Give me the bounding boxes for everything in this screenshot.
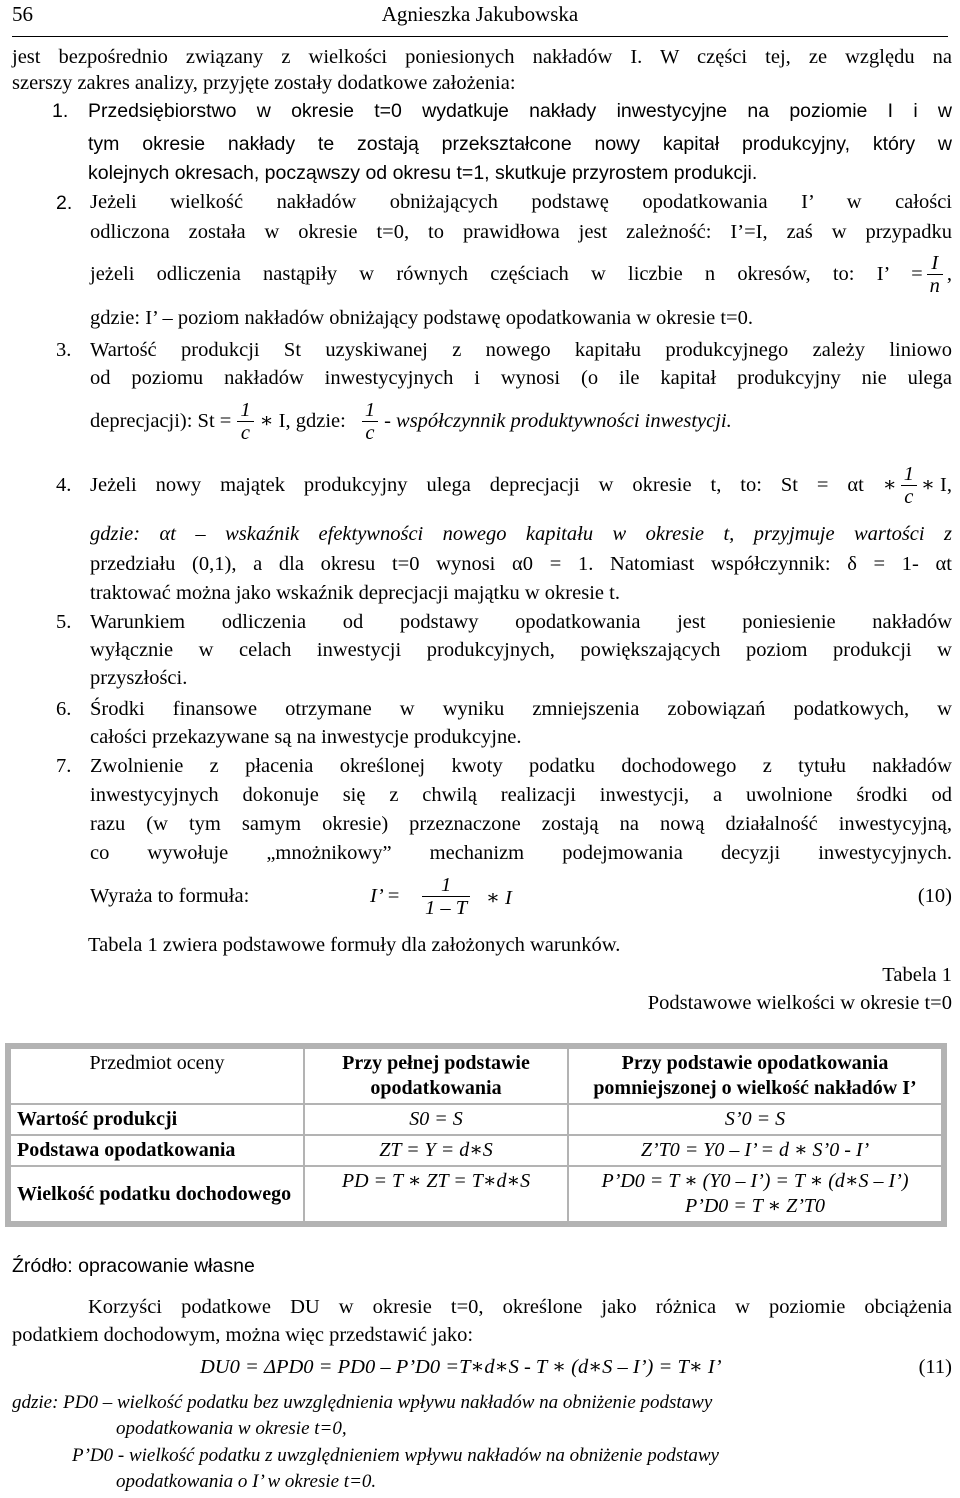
table-row <box>8 1104 944 1135</box>
item-6-line-1: Środki finansowe otrzymane w wyniku zmniejszenia zobowiązań podatkowych, w <box>90 698 952 720</box>
page-header <box>12 0 948 37</box>
table-caption-title: Podstawowe wielkości w okresie t=0 <box>647 992 952 1014</box>
table-source: Źródło: opracowanie własne <box>12 1255 255 1277</box>
table-caption-label: Tabela 1 <box>882 964 952 986</box>
item-5-line-1: Warunkiem odliczenia od podstawy opodatkowania jest poniesienie nakładów <box>90 611 952 633</box>
table-1 <box>5 1043 947 1227</box>
page-number: 56 <box>12 2 33 26</box>
item-2-fraction-denominator: n <box>927 274 943 297</box>
item-4-fraction-denominator: c <box>901 485 917 508</box>
closing-line-2: podatkiem dochodowym, można więc przedstawić jako: <box>12 1324 474 1346</box>
item-7-line-4: co wywołuje „mnożnikowy” mechanizm podejmowania decyzji inwestycyjnych. <box>90 842 952 864</box>
item-4-number: 4. <box>56 474 72 496</box>
item-3-line-3 <box>90 394 952 448</box>
item-4-line-1-end: ∗ I, <box>920 474 952 496</box>
intro-line-2: szerszy zakres analizy, przyjęte zostały dodatkowe założenia: <box>12 72 516 94</box>
item-1-text-2: tym okresie nakłady te zostają przekształcone nowy kapitał produkcyjny, który w <box>88 133 952 155</box>
item-5-line-3: przyszłości. <box>90 667 188 689</box>
formula-10-numerator: 1 <box>440 874 452 896</box>
table-cell: S0 = S <box>304 1104 568 1135</box>
table-cell: Z’T0 = Y0 – I’ = d ∗ S’0 - I’ <box>568 1135 944 1166</box>
formula-10-lhs: I’ = <box>370 885 401 907</box>
table-cell: S’0 = S <box>568 1104 944 1135</box>
where-2b: opodatkowania o I’ w okresie t=0. <box>116 1471 377 1492</box>
item-3-fraction-2-numerator: 1 <box>364 398 376 421</box>
item-3-fraction <box>237 399 253 444</box>
running-head-author: Agnieszka Jakubowska <box>381 2 579 26</box>
item-3-fraction-denominator: c <box>237 421 253 444</box>
item-2-number: 2. <box>56 192 73 214</box>
item-7-line-1: Zwolnienie z płacenia określonej kwoty podatku dochodowego z tytułu nakładów <box>90 755 952 777</box>
formula-11-number: (11) <box>918 1356 952 1378</box>
formula-10-fraction <box>422 874 470 919</box>
item-1-number: 1. <box>52 100 69 122</box>
item-7-number: 7. <box>56 755 72 777</box>
item-2-line-3 <box>90 248 952 300</box>
table-cell: PD = T ∗ ZT = T∗d∗S <box>304 1166 568 1224</box>
item-4-line-2: gdzie: αt – wskaźnik efektywności nowego kapitału w okresie t, przyjmuje wartości z <box>90 523 952 545</box>
item-3-line-3a: deprecjacji): St = <box>90 410 232 432</box>
item-5-number: 5. <box>56 611 72 633</box>
item-7-line-3: razu (w tym samym okresie) przeznaczone zostają na nową działalność inwestycyjną, <box>90 813 952 835</box>
formula-10-number: (10) <box>917 885 952 907</box>
item-4-fraction <box>901 463 917 508</box>
item-2-fraction <box>927 252 943 297</box>
intro-line-1: jest bezpośrednio związany z wielkości poniesionych nakładów I. W części tej, ze względu na <box>12 46 952 68</box>
formula-11: DU0 = ΔPD0 = PD0 – P’D0 =T∗d∗S - T ∗ (d∗S – I’) = T∗ I’ <box>200 1356 722 1378</box>
item-3-fraction-2-denominator: c <box>362 421 378 444</box>
item-6-line-2: całości przekazywane są na inwestycje produkcyjne. <box>90 726 522 748</box>
table-header-cell: Przedmiot oceny <box>8 1046 304 1104</box>
table-cell: ZT = Y = d∗S <box>304 1135 568 1166</box>
where-2a: P’D0 - wielkość podatku z uwzględnieniem wpływu nakładów na obniżenie podstawy <box>72 1445 719 1466</box>
formula-10-rhs: ∗ I <box>486 887 512 909</box>
table-cell-line: P’D0 = T ∗ (Y0 – I’) = T ∗ (d∗S – I’) <box>601 1170 909 1192</box>
table-cell-line: P’D0 = T ∗ Z’T0 <box>684 1195 826 1217</box>
closing-line-1: Korzyści podatkowe DU w okresie t=0, określone jako różnica w poziomie obciążenia <box>88 1296 952 1318</box>
item-3-line-3b: ∗ I, gdzie: <box>259 410 346 432</box>
item-2-line-3-end: , <box>946 263 952 285</box>
table-intro: Tabela 1 zwiera podstawowe formuły dla założonych warunków. <box>88 934 621 956</box>
item-2-line-3-text: jeżeli odliczenia nastąpiły w równych częściach w liczbie n okresów, to: I’ = <box>90 263 923 285</box>
table-row <box>8 1166 944 1224</box>
table-cell: Wartość produkcji <box>8 1104 304 1135</box>
item-5-line-2: wyłącznie w celach inwestycji produkcyjnych, powiększających poziom produkcji w <box>90 639 952 661</box>
item-4-fraction-numerator: 1 <box>903 462 914 485</box>
table-header-row <box>8 1046 944 1104</box>
item-3-line-2: od poziomu nakładów inwestycyjnych i wynosi (o ile kapitał produkcyjny nie ulega <box>90 367 952 389</box>
item-3-line-1: Wartość produkcji St uzyskiwanej z nowego kapitału produkcyjnego zależy liniowo <box>90 339 952 361</box>
item-4-line-4: traktować można jako wskaźnik deprecjacji majątku w okresie t. <box>90 582 620 604</box>
where-1a: gdzie: PD0 – wielkość podatku bez uwzględnienia wpływu nakładów na obniżenie podstawy <box>12 1392 713 1413</box>
item-3-number: 3. <box>56 339 72 361</box>
item-4-line-1-text: Jeżeli nowy majątek produkcyjny ulega deprecjacji w okresie t, to: St = αt ∗ <box>90 474 897 496</box>
formula-10-denominator: 1 – T <box>422 896 470 919</box>
item-3-fraction-2 <box>362 399 378 444</box>
item-2-fraction-numerator: I <box>931 251 939 274</box>
item-1-text-1: Przedsiębiorstwo w okresie t=0 wydatkuje nakłady inwestycyjne na poziomie I i w <box>88 100 952 122</box>
table-cell: Wielkość podatku dochodowego <box>8 1166 304 1224</box>
item-7-line-2: inwestycyjnych dokonuje się z chwilą realizacji inwestycji, a uwolnione środki od <box>90 784 952 806</box>
item-2-line-1: Jeżeli wielkość nakładów obniżających podstawę opodatkowania I’ w całości <box>90 191 952 213</box>
item-2-line-4: gdzie: I’ – poziom nakładów obniżający podstawę opodatkowania w okresie t=0. <box>90 307 753 329</box>
item-3-line-3c: - współczynnik produktywności inwestycji. <box>384 410 732 432</box>
table-header-cell: Przy podstawie opodatkowania pomniejszonej o wielkość nakładów I’ <box>568 1046 944 1104</box>
formula-10 <box>90 870 952 928</box>
item-3-fraction-numerator: 1 <box>240 398 251 421</box>
table-cell: Podstawa opodatkowania <box>8 1135 304 1166</box>
item-4-line-1 <box>90 458 952 512</box>
item-2-line-2: odliczona została w okresie t=0, to prawidłowa jest zależność: I’=I, zaś w przypadku <box>90 221 952 243</box>
item-6-number: 6. <box>56 698 72 720</box>
table-row <box>8 1135 944 1166</box>
table-cell <box>568 1166 944 1224</box>
item-1-text-3: kolejnych okresach, począwszy od okresu t=1, skutkuje przyrostem produkcji. <box>88 162 758 184</box>
table-header-cell: Przy pełnej podstawie opodatkowania <box>304 1046 568 1104</box>
formula-10-label: Wyraża to formuła: <box>90 885 250 907</box>
where-1b: opodatkowania w okresie t=0, <box>116 1418 347 1439</box>
item-4-line-3: przedziału (0,1), a dla okresu t=0 wynosi α0 = 1. Natomiast współczynnik: δ = 1- αt <box>90 553 952 575</box>
